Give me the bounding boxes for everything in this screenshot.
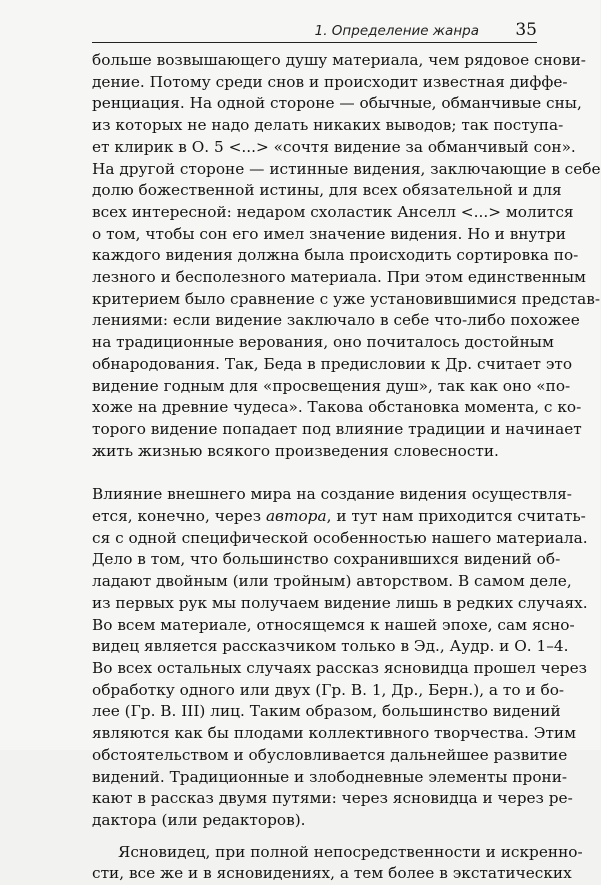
text-line: жить жизнью всякого произведения словесности. xyxy=(92,441,499,460)
text-line: критерием было сравнение с уже установившимися представ- xyxy=(92,289,601,308)
body-text xyxy=(92,50,601,885)
page-number: 35 xyxy=(515,20,537,40)
text-line: на традиционные верования, оно почиталось достойным xyxy=(92,333,554,352)
text-line: видение годным для «просвещения душ», так как оно «по- xyxy=(92,376,571,395)
running-head: 1. Определение жанра xyxy=(314,23,479,39)
text-line: ет клирик в О. 5 <...> «сочтя видение за обманчивый сон». xyxy=(92,137,576,156)
text-line: из первых рук мы получаем видение лишь в редких случаях. xyxy=(92,593,588,612)
text-line: ренциация. На одной стороне — обычные, обманчивые сны, xyxy=(92,94,582,113)
page-header xyxy=(92,18,537,43)
text-line: видений. Традиционные и злободневные элементы прони- xyxy=(92,767,568,786)
text-line: хоже на древние чудеса». Такова обстановка момента, с ко- xyxy=(92,398,582,417)
text-line: Во всех остальных случаях рассказ ясновидца прошел через xyxy=(92,658,587,677)
text-line: кают в рассказ двумя путями: через ясновидца и через ре- xyxy=(92,789,573,808)
text-line: лениями: если видение заключало в себе что-либо похожее xyxy=(92,311,580,330)
text-line: Дело в том, что большинство сохранившихся видений об- xyxy=(92,550,561,569)
paragraph-3 xyxy=(92,842,583,885)
text-line: являются как бы плодами коллективного творчества. Этим xyxy=(92,724,577,743)
text-line: Во всем материале, относящемся к нашей эпохе, сам ясно- xyxy=(92,615,575,634)
text-line: больше возвышающего душу материала, чем рядовое снови- xyxy=(92,51,586,69)
text-line: дение. Потому среди снов и происходит известная диффе- xyxy=(92,72,568,91)
paragraph-gap xyxy=(92,462,537,484)
text-line: обнародования. Так, Беда в предисловии к Др. считает это xyxy=(92,354,573,373)
text-line: ся с одной специфической особенностью нашего материала. xyxy=(92,528,588,547)
text-line: ладают двойным (или тройным) авторством. В самом деле, xyxy=(92,572,572,591)
text-line: На другой стороне — истинные видения, заключающие в себе xyxy=(92,159,601,178)
text-line: видец является рассказчиком только в Эд., Аудр. и О. 1–4. xyxy=(92,637,569,656)
text-fragment: ется, конечно, через xyxy=(92,507,266,526)
text-line-with-emphasis xyxy=(92,506,586,528)
text-line: лезного и бесполезного материала. При этом единственным xyxy=(92,268,586,287)
text-line: торого видение попадает под влияние традиции и начинает xyxy=(92,419,582,438)
emphasized-word-author: автора xyxy=(265,507,327,526)
text-line: каждого видения должна была происходить сортировка по- xyxy=(92,246,579,265)
text-line: обстоятельством и обусловливается дальнейшее развитие xyxy=(92,745,568,764)
text-line: долю божественной истины, для всех обязательной и для xyxy=(92,181,562,200)
text-line: Влияние внешнего мира на создание видения осуществля- xyxy=(92,485,572,504)
text-line: Ясновидец, при полной непосредственности и искренно- xyxy=(118,842,583,861)
text-line: сти, все же и в ясновидениях, а тем более в экстатических xyxy=(92,864,572,883)
text-line: из которых не надо делать никаких выводов; так поступа- xyxy=(92,116,564,135)
text-line: лее (Гр. В. III) лиц. Таким образом, большинство видений xyxy=(92,702,561,721)
paragraph-1 xyxy=(92,50,601,462)
text-line: всех интересной: недаром схоластик Анселл <...> молится xyxy=(92,202,574,221)
text-fragment: , и тут нам приходится считать- xyxy=(326,507,586,526)
text-line: дактора (или редакторов). xyxy=(92,810,306,829)
text-line: обработку одного или двух (Гр. В. 1, Др., Берн.), а то и бо- xyxy=(92,680,565,699)
text-line: о том, чтобы сон его имел значение видения. Но и внутри xyxy=(92,224,567,243)
paragraph-2 xyxy=(92,484,588,831)
